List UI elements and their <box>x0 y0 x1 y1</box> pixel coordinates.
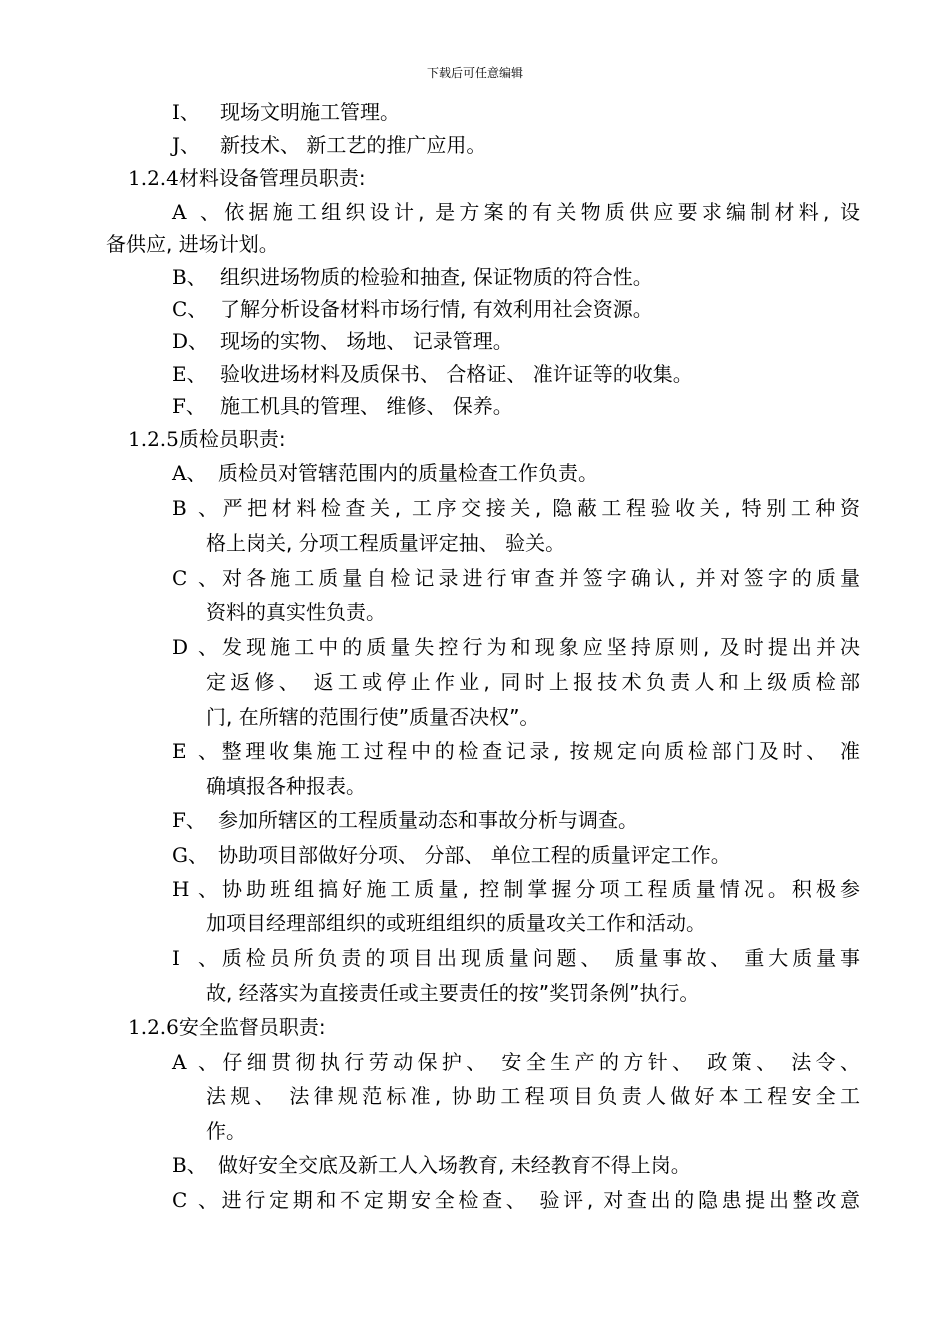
item-label: D、 <box>172 329 209 353</box>
item-text: 整理收集施工过程中的检查记录, 按规定向质检部门及时、 准 <box>218 739 860 763</box>
item-label: H、 <box>172 877 218 901</box>
list-item <box>172 739 860 763</box>
item-label: B、 <box>172 1153 207 1177</box>
item-text: 现场的实物、 场地、 记录管理。 <box>220 329 513 353</box>
list-item <box>172 362 693 386</box>
list-item <box>172 566 860 590</box>
list-item <box>172 635 860 659</box>
item-label: A、 <box>172 461 207 485</box>
list-item <box>172 946 860 970</box>
item-label: C、 <box>172 566 218 590</box>
item-text: 组织进场物质的检验和抽查, 保证物质的符合性。 <box>220 265 653 289</box>
item-label: D、 <box>172 635 218 659</box>
section-heading <box>128 166 366 190</box>
section-title: 质检员职责: <box>178 427 286 451</box>
item-continuation: 门, 在所辖的范围行使”质量否决权”。 <box>206 705 540 729</box>
item-text: 仔细贯彻执行劳动保护、 安全生产的方针、 政策、 法令、 <box>218 1050 860 1074</box>
item-label: A、 <box>172 1050 218 1074</box>
item-label: F、 <box>172 808 206 832</box>
list-item <box>172 297 653 321</box>
item-text: 参加所辖区的工程质量动态和事故分析与调查。 <box>218 808 638 832</box>
list-item <box>172 843 731 867</box>
item-continuation: 故, 经落实为直接责任或主要责任的按”奖罚条例”执行。 <box>206 981 700 1005</box>
item-text: 施工机具的管理、 维修、 保养。 <box>220 394 513 418</box>
list-item <box>172 808 638 832</box>
page-header: 下载后可任意编辑 <box>426 66 523 80</box>
item-text: 发现施工中的质量失控行为和现象应坚持原则, 及时提出并决 <box>218 635 860 659</box>
item-label: B、 <box>172 265 207 289</box>
list-item <box>172 200 860 224</box>
item-text: 做好安全交底及新工人入场教育, 未经教育不得上岗。 <box>218 1153 691 1177</box>
list-item <box>172 329 513 353</box>
item-text: 质检员所负责的项目出现质量问题、 质量事故、 重大质量事 <box>218 946 860 970</box>
item-label: I、 <box>172 100 200 124</box>
section-title: 安全监督员职责: <box>178 1015 326 1039</box>
list-item <box>172 1188 860 1212</box>
item-label: E、 <box>172 362 207 386</box>
list-item <box>172 394 513 418</box>
item-text: 对各施工质量自检记录进行审查并签字确认, 并对签字的质量 <box>218 566 860 590</box>
item-label: C、 <box>172 1188 218 1212</box>
item-label: G、 <box>172 843 208 867</box>
item-continuation: 格上岗关, 分项工程质量评定抽、 验关。 <box>206 531 566 555</box>
item-label: I、 <box>172 946 218 970</box>
item-continuation: 备供应, 进场计划。 <box>106 232 279 256</box>
item-continuation: 加项目经理部组织的或班组组织的质量攻关工作和活动。 <box>206 911 706 935</box>
list-item <box>172 877 860 901</box>
item-text: 现场文明施工管理。 <box>220 100 400 124</box>
item-text: 新技术、 新工艺的推广应用。 <box>220 133 487 157</box>
item-continuation: 资料的真实性负责。 <box>206 600 386 624</box>
item-text: 质检员对管辖范围内的质量检查工作负责。 <box>218 461 598 485</box>
item-continuation: 法规、 法律规范标准, 协助工程项目负责人做好本工程安全工 <box>206 1084 860 1108</box>
list-item <box>172 265 653 289</box>
list-item <box>172 1153 691 1177</box>
item-label: E、 <box>172 739 218 763</box>
item-text: 协助项目部做好分项、 分部、 单位工程的质量评定工作。 <box>218 843 731 867</box>
section-title: 材料设备管理员职责: <box>178 166 366 190</box>
item-label: C、 <box>172 297 208 321</box>
list-item <box>172 133 486 157</box>
item-continuation: 定返修、 返工或停止作业, 同时上报技术负责人和上级质检部 <box>206 670 860 694</box>
item-label: A、 <box>172 200 220 224</box>
list-item <box>172 1050 860 1074</box>
item-label: B、 <box>172 496 218 520</box>
item-label: F、 <box>172 394 206 418</box>
section-number: 1.2.6 <box>128 1015 179 1039</box>
list-item <box>172 461 598 485</box>
item-text: 验收进场材料及质保书、 合格证、 准许证等的收集。 <box>220 362 693 386</box>
item-continuation: 作。 <box>206 1119 246 1143</box>
item-label: J、 <box>172 133 201 157</box>
item-text: 进行定期和不定期安全检查、 验评, 对查出的隐患提出整改意 <box>218 1188 860 1212</box>
list-item <box>172 100 400 124</box>
item-continuation: 确填报各种报表。 <box>206 774 366 798</box>
section-number: 1.2.5 <box>128 427 179 451</box>
item-text: 依据施工组织设计, 是方案的有关物质供应要求编制材料, 设 <box>220 200 860 224</box>
item-text: 协助班组搞好施工质量, 控制掌握分项工程质量情况。积极参 <box>218 877 860 901</box>
section-heading <box>128 1015 326 1039</box>
section-heading <box>128 427 286 451</box>
section-number: 1.2.4 <box>128 166 179 190</box>
item-text: 严把材料检查关, 工序交接关, 隐蔽工程验收关, 特别工种资 <box>218 496 860 520</box>
item-text: 了解分析设备材料市场行情, 有效利用社会资源。 <box>220 297 653 321</box>
list-item <box>172 496 860 520</box>
